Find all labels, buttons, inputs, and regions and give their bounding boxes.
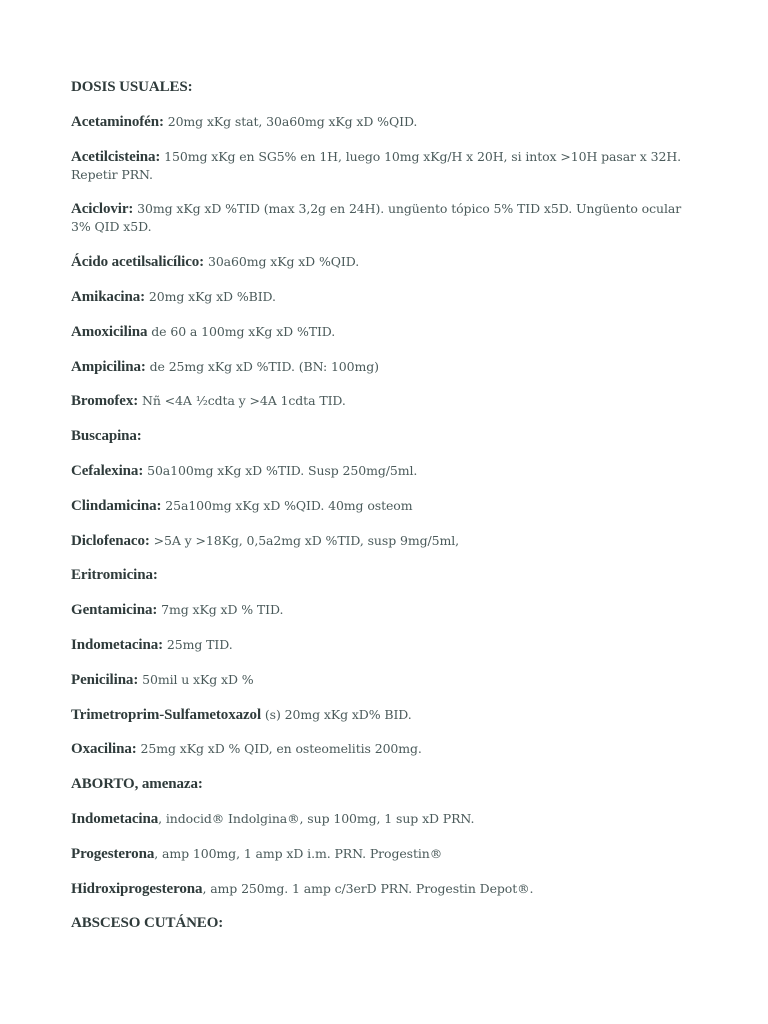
entry-heading: ABSCESO CUTÁNEO: [71, 915, 224, 932]
dosage-entry [71, 323, 701, 341]
entry-text: , indocid® Indolgina®, sup 100mg, 1 sup xD PRN. [158, 810, 475, 826]
entry-heading: ABORTO, amenaza: [71, 776, 203, 793]
entry-text: , amp 250mg. 1 amp c/3erD PRN. Progestin Depot®. [202, 880, 534, 896]
entry-heading: Penicilina: [71, 671, 139, 688]
dosage-entry [71, 706, 701, 724]
entry-text: 20mg xKg xD %BID. [145, 288, 276, 304]
dosage-entry [71, 845, 701, 863]
entry-heading: Progesterona [71, 845, 155, 862]
entry-text: 30mg xKg xD %TID (max 3,2g en 24H). ungüento tópico 5% TID x5D. Ungüento ocular 3% QID x5D. [71, 201, 682, 235]
entry-text: de 25mg xKg xD %TID. (BN: 100mg) [145, 358, 379, 374]
entry-text: de 60 a 100mg xKg xD %TID. [147, 323, 336, 339]
entry-text: 50a100mg xKg xD %TID. Susp 250mg/5ml. [143, 462, 418, 478]
dosage-entry [71, 810, 701, 828]
entry-text: 25mg xKg xD % QID, en osteomelitis 200mg. [136, 741, 422, 757]
entry-heading: Oxacilina: [71, 741, 137, 758]
dosage-entry [71, 880, 701, 898]
entry-heading: Ácido acetilsalicílico: [71, 254, 205, 271]
entry-heading: Acetaminofén: [71, 113, 164, 130]
entry-text: 20mg xKg stat, 30a60mg xKg xD %QID. [163, 113, 418, 129]
dosage-entry [71, 462, 701, 480]
dosage-entry [71, 358, 701, 376]
entry-heading: Bromofex: [71, 393, 139, 410]
entry-heading: Hidroxiprogesterona [71, 880, 203, 897]
dosage-entry [71, 427, 701, 445]
entry-text: 25mg TID. [163, 636, 233, 652]
entry-heading: Clindamicina: [71, 497, 162, 514]
dosage-entry [71, 113, 701, 131]
entry-text: 30a60mg xKg xD %QID. [204, 254, 360, 270]
dosage-entry [71, 601, 701, 619]
entry-heading: Ampicilina: [71, 358, 146, 375]
dosage-entry [71, 392, 701, 410]
entry-heading: Gentamicina: [71, 602, 158, 619]
dosage-entry [71, 78, 701, 96]
entry-heading: Indometacina [71, 810, 159, 827]
dosage-entry [71, 497, 701, 515]
entry-heading: Diclofenaco: [71, 532, 150, 549]
entry-heading: Indometacina: [71, 636, 164, 653]
dosage-list [71, 78, 701, 949]
dosage-entry [71, 740, 701, 758]
entry-text: , amp 100mg, 1 amp xD i.m. PRN. Progestin® [154, 845, 443, 861]
entry-heading: Acetilcisteina: [71, 148, 161, 165]
entry-text: 7mg xKg xD % TID. [157, 602, 284, 618]
entry-heading: Cefalexina: [71, 462, 144, 479]
dosage-entry [71, 671, 701, 689]
entry-heading: DOSIS USUALES: [71, 79, 193, 95]
dosage-entry [71, 636, 701, 654]
entry-heading: Eritromicina: [71, 567, 158, 584]
entry-heading: Trimetroprim-Sulfametoxazol [71, 706, 262, 723]
dosage-entry [71, 775, 701, 793]
entry-text: 25a100mg xKg xD %QID. 40mg osteom [161, 497, 413, 513]
entry-heading: Amikacina: [71, 288, 146, 305]
entry-text: Nñ <4A ½cdta y >4A 1cdta TID. [138, 393, 346, 409]
dosage-entry [71, 532, 701, 550]
dosage-entry [71, 288, 701, 306]
dosage-entry [71, 914, 701, 932]
entry-text: >5A y >18Kg, 0,5a2mg xD %TID, susp 9mg/5ml, [149, 532, 459, 548]
dosage-entry [71, 253, 701, 271]
entry-heading: Aciclovir: [71, 201, 134, 218]
entry-text: 150mg xKg en SG5% en 1H, luego 10mg xKg/H x 20H, si intox >10H pasar x 32H. Repetir PRN. [71, 148, 681, 182]
entry-text: 50mil u xKg xD % [138, 671, 254, 687]
entry-heading: Buscapina: [71, 428, 142, 445]
entry-text: (s) 20mg xKg xD% BID. [261, 706, 412, 722]
dosage-entry [71, 566, 701, 584]
entry-heading: Amoxicilina [71, 323, 148, 340]
dosage-entry [71, 148, 701, 184]
dosage-entry [71, 200, 701, 236]
